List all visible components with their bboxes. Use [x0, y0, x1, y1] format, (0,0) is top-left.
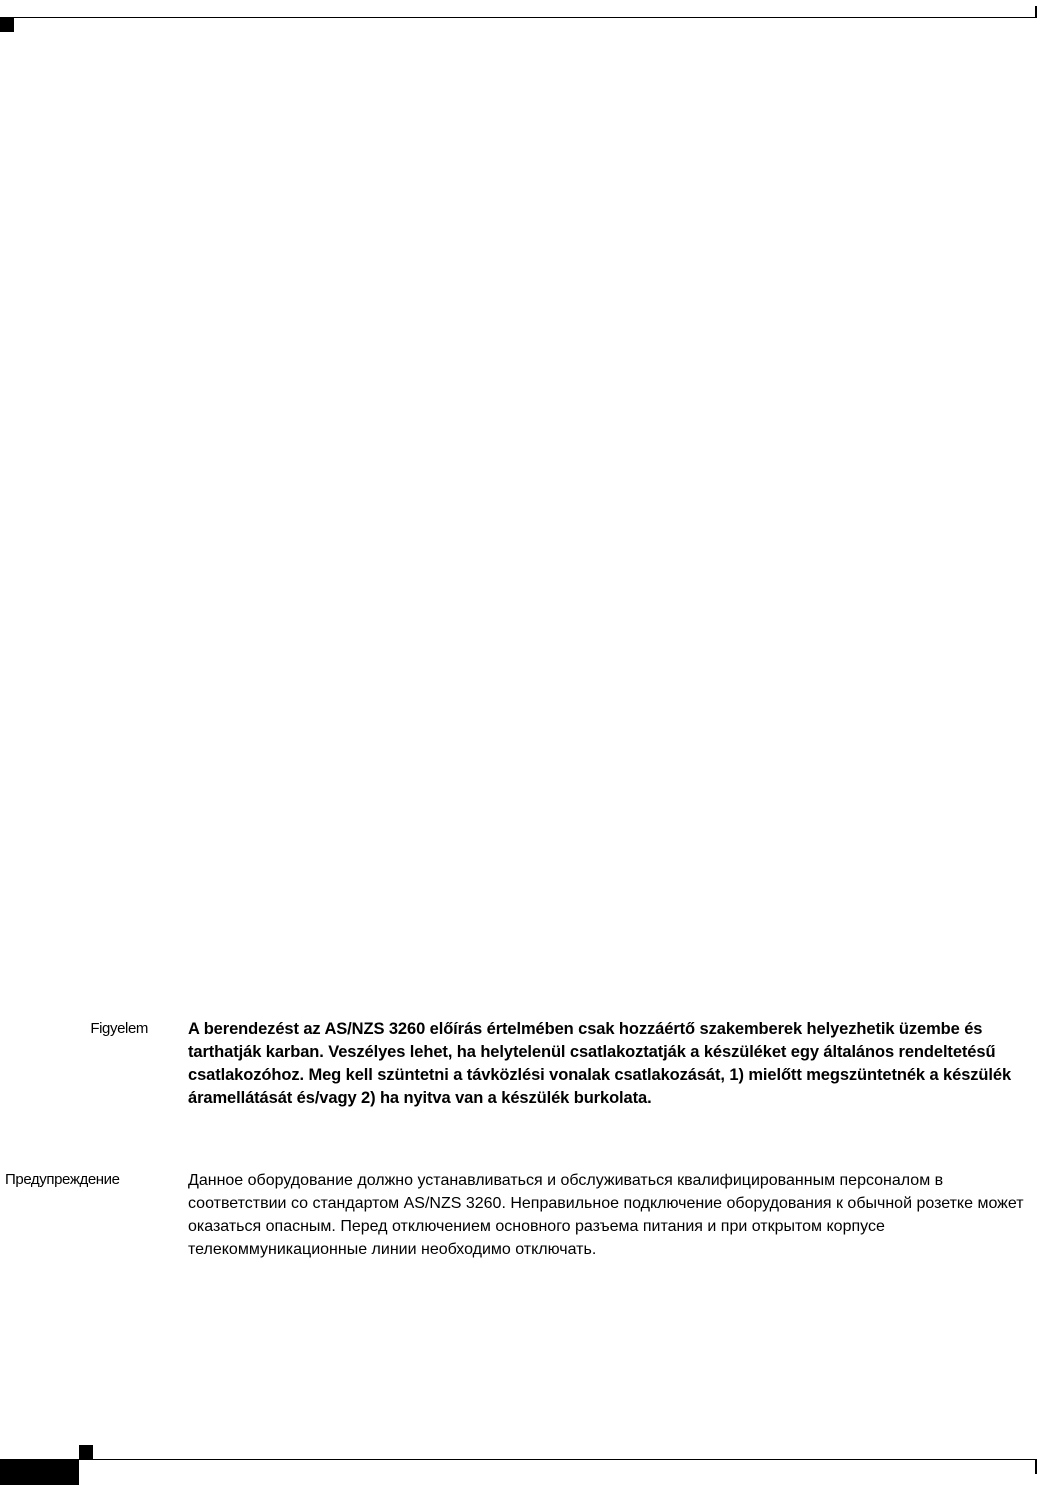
warning-label-hungarian: Figyelem — [90, 1020, 148, 1037]
warning-text-hungarian: A berendezést az AS/NZS 3260 előírás értelmében csak hozzáértő szakemberek helyezhetik üzembe és tarthatják karban. Veszélyes lehet, ha helytelenül csatlakoztatják a készüléket egy általános rendeltetésű csatlakozóhoz. Meg kell szüntetni a távközlési vonalak csatlakozását, 1) mielőtt megszüntetnék a készülék áramellátását és/vagy 2) ha nyitva van a készülék burkolata. — [188, 1020, 1012, 1107]
header-rule-end-tick — [1035, 6, 1037, 18]
header-corner-marker — [0, 18, 14, 32]
footer-rule — [0, 1459, 1036, 1460]
header-rule — [0, 17, 1036, 18]
warning-label-russian: Предупреждение — [5, 1171, 120, 1188]
warning-text-russian: Данное оборудование должно устанавливаться и обслуживаться квалифицированным персоналом в соответствии со стандартом AS/NZS 3260. Неправильное подключение оборудования к обычной розетке может оказаться опасным. Перед отключением основного разъема питания и при открытом корпусе телекоммуникационные линии необходимо отключать. — [188, 1172, 1024, 1258]
footer-marker — [79, 1445, 93, 1459]
footer-page-tab — [0, 1460, 79, 1485]
footer-rule-end-tick — [1035, 1459, 1037, 1474]
